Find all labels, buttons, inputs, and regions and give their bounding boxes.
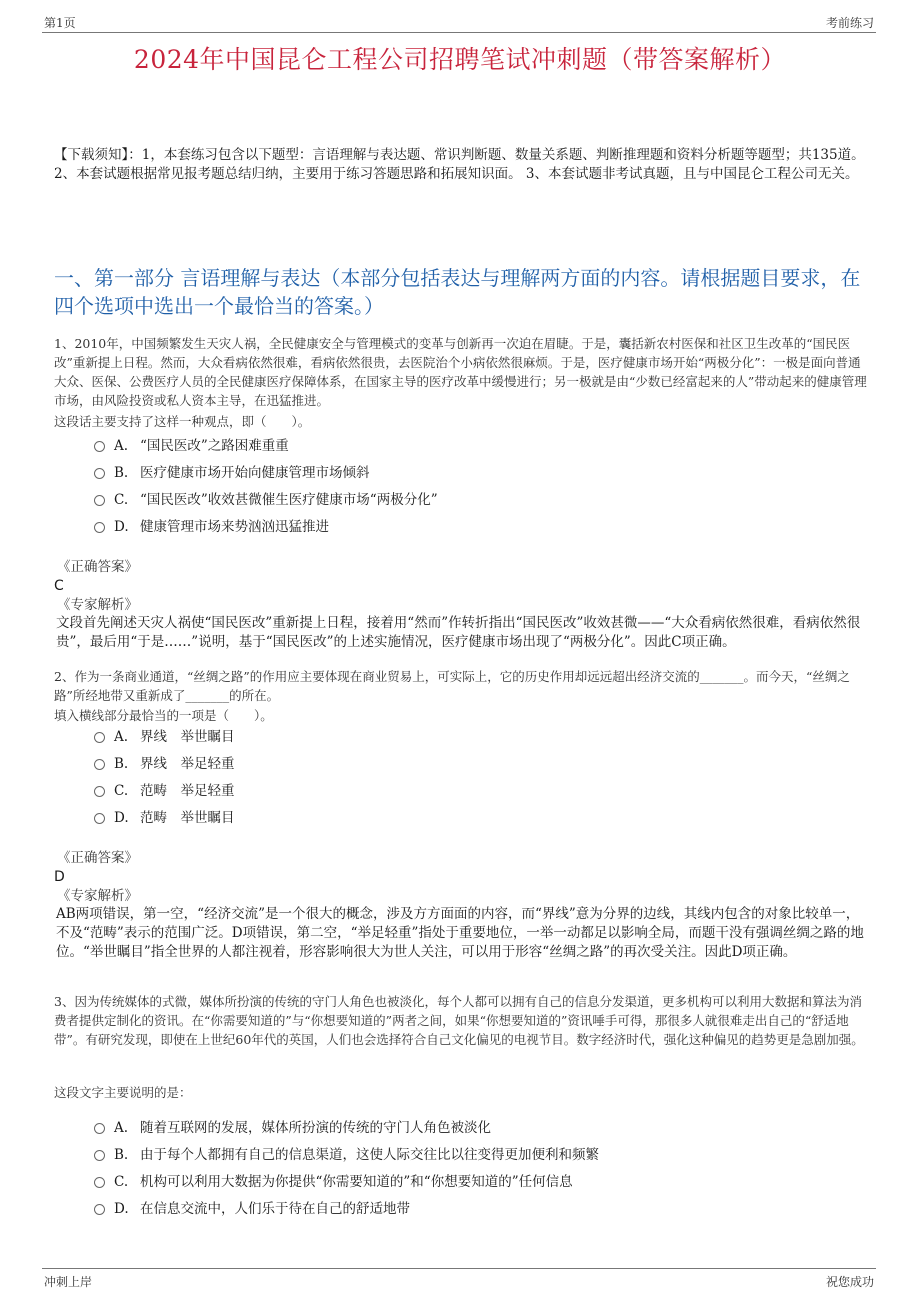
footer-right: 祝您成功	[825, 1275, 874, 1289]
question-1-option-c[interactable]: C. “国民医改”收效甚微催生医疗健康市场“两极分化”	[94, 490, 438, 510]
radio-icon[interactable]	[94, 495, 105, 506]
question-1-prompt: 这段话主要支持了这样一种观点，即（ ）。	[54, 414, 311, 429]
question-1-option-d[interactable]: D. 健康管理市场来势汹汹迅猛推进	[94, 517, 329, 537]
answer-label: 《正确答案》	[57, 850, 138, 866]
question-1-option-b[interactable]: B. 医疗健康市场开始向健康管理市场倾斜	[94, 463, 370, 483]
question-2-option-b[interactable]: B. 界线 举足轻重	[94, 754, 235, 774]
question-2-option-c[interactable]: C. 范畴 举足轻重	[94, 781, 235, 801]
download-notice: 【下载须知】：1，本套练习包含以下题型：言语理解与表达题、常识判断题、数量关系题、判断推理题和资料分析题等题型；共135道。 2、本套试题根据常见报考题总结归纳，主要用于练习答题思路和拓展知识面。 3、本套试题非考试真题，且与中国昆仑工程公司无关。	[54, 147, 865, 182]
question-1-option-a[interactable]: A. “国民医改”之路困难重重	[94, 436, 289, 456]
page-header	[42, 12, 876, 33]
page-number: 第1页	[44, 16, 76, 30]
question-2-stem: 2、作为一条商业通道，“丝绸之路”的作用应主要体现在商业贸易上，可实际上，它的历史作用却远远超出经济交流的_______。而今天，“丝绸之路”所经地带又重新成了_______的所在。	[54, 669, 850, 703]
footer-left: 冲刺上岸	[44, 1275, 93, 1289]
radio-icon[interactable]	[94, 1177, 105, 1188]
section-title: 一、第一部分 言语理解与表达（本部分包括表达与理解两方面的内容。请根据题目要求，在四个选项中选出一个最恰当的答案。）	[54, 266, 861, 318]
radio-icon[interactable]	[94, 786, 105, 797]
answer-label: 《正确答案》	[57, 559, 138, 575]
question-2-prompt: 填入横线部分最恰当的一项是（ ）。	[54, 708, 273, 723]
radio-icon[interactable]	[94, 1123, 105, 1134]
question-3-option-a[interactable]: A. 随着互联网的发展，媒体所扮演的传统的守门人角色被淡化	[94, 1118, 491, 1138]
question-1-stem: 1、2010年，中国频繁发生天灾人祸，全民健康安全与管理模式的变革与创新再一次迫在眉睫。于是，囊括新农村医保和社区卫生改革的“国民医改”重新提上日程。然而，大众看病依然很难，看病依然很贵，去医院治个小病依然很麻烦。于是，医疗健康市场开始“两极分化”：一极是面向普通大众、医保、公费医疗人员的全民健康医疗保障体系，在国家主导的医疗改革中缓慢进行；另一极就是由“少数已经富起来的人”带动起来的健康管理市场，由风险投资或私人资本主导，在迅猛推进。	[54, 336, 867, 408]
question-1-answer: C	[54, 578, 64, 594]
document-title: 2024年中国昆仑工程公司招聘笔试冲刺题（带答案解析）	[133, 45, 787, 74]
analysis-label: 《专家解析》	[57, 888, 138, 904]
radio-icon[interactable]	[94, 468, 105, 479]
question-2-answer: D	[54, 869, 65, 885]
question-1-analysis: 文段首先阐述天灾人祸使“国民医改”重新提上日程，接着用“然而”作转折指出“国民医改”收效甚微——“大众看病依然很难，看病依然很贵”，最后用“于是……”说明，基于“国民医改”的上述实施情况，医疗健康市场出现了“两极分化”。因此C项正确。	[56, 615, 861, 650]
radio-icon[interactable]	[94, 522, 105, 533]
question-3-option-b[interactable]: B. 由于每个人都拥有自己的信息渠道，这使人际交往比以往变得更加便利和频繁	[94, 1145, 599, 1165]
radio-icon[interactable]	[94, 813, 105, 824]
question-2-option-d[interactable]: D. 范畴 举世瞩目	[94, 808, 235, 828]
header-label: 考前练习	[825, 16, 874, 30]
radio-icon[interactable]	[94, 759, 105, 770]
radio-icon[interactable]	[94, 732, 105, 743]
question-2-analysis: AB两项错误，第一空，“经济交流”是一个很大的概念，涉及方方面面的内容，而“界线”意为分界的边线，其线内包含的对象比较单一，不及“范畴”表示的范围广泛。D项错误，第二空，“举足轻重”指处于重要地位，一举一动都足以影响全局，而题干没有强调丝绸之路的地位。“举世瞩目”指全世界的人都注视着，形容影响很大为世人关注，可以用于形容“丝绸之路”的再次受关注。因此D项正确。	[56, 906, 864, 960]
radio-icon[interactable]	[94, 1204, 105, 1215]
question-3-stem: 3、因为传统媒体的式微，媒体所扮演的传统的守门人角色也被淡化，每个人都可以拥有自己的信息分发渠道，更多机构可以利用大数据和算法为消费者提供定制化的资讯。在“你需要知道的”与“你想要知道的”两者之间，如果“你想要知道的”资讯唾手可得，那很多人就很难走出自己的“舒适地带”。有研究发现，即使在上世纪60年代的英国，人们也会选择符合自己文化偏见的电视节目。数字经济时代，强化这种偏见的趋势更是急剧加强。	[54, 994, 864, 1047]
question-3-option-d[interactable]: D. 在信息交流中，人们乐于待在自己的舒适地带	[94, 1199, 410, 1219]
question-3-option-c[interactable]: C. 机构可以利用大数据为你提供“你需要知道的”和“你想要知道的”任何信息	[94, 1172, 573, 1192]
radio-icon[interactable]	[94, 1150, 105, 1161]
page-footer	[42, 1268, 876, 1289]
question-3-prompt: 这段文字主要说明的是：	[54, 1085, 192, 1100]
question-2-option-a[interactable]: A. 界线 举世瞩目	[94, 727, 235, 747]
analysis-label: 《专家解析》	[57, 597, 138, 613]
radio-icon[interactable]	[94, 441, 105, 452]
